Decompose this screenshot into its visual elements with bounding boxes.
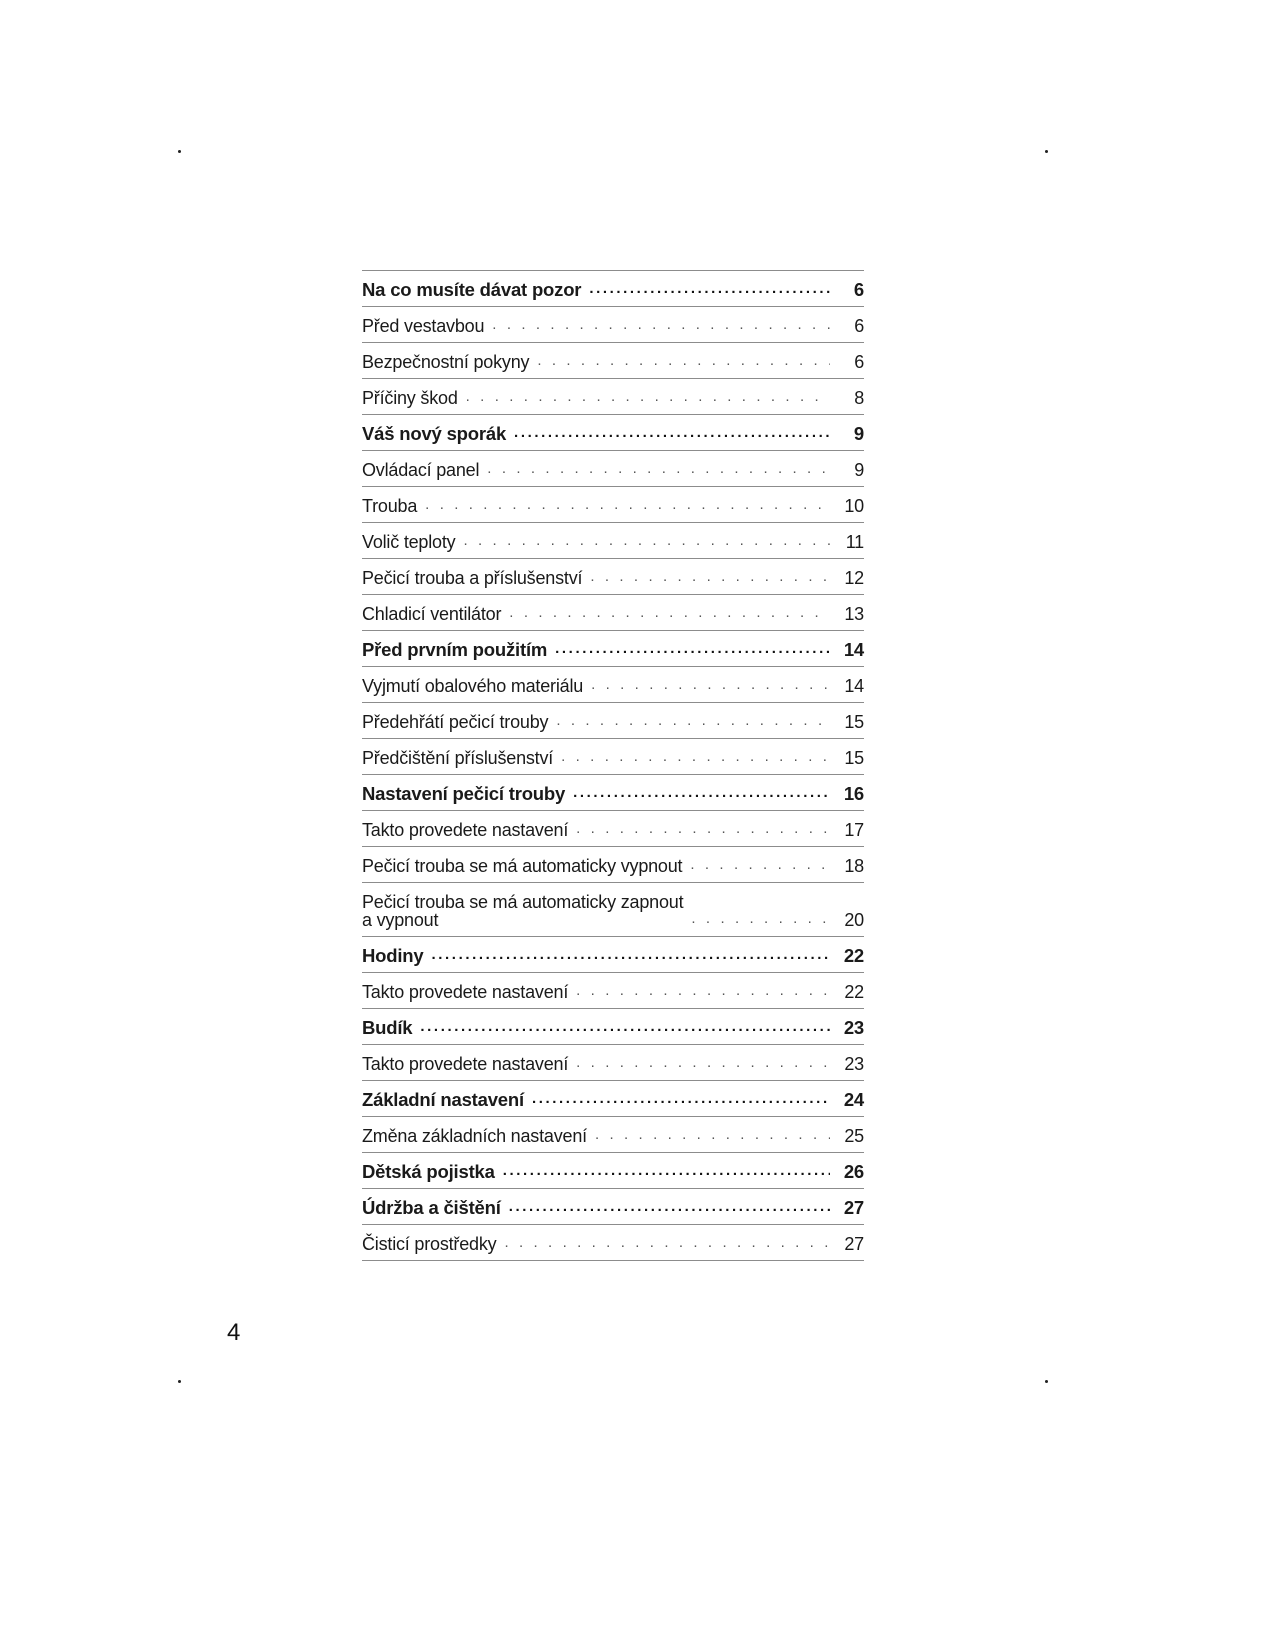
- toc-subsection-row: [362, 379, 864, 415]
- toc-entry-page: 24: [843, 1089, 864, 1110]
- toc-entry-title: Příčiny škod: [362, 388, 458, 408]
- toc-entry-page: 12: [844, 568, 864, 588]
- crop-mark-bottom-right: [1045, 1380, 1048, 1383]
- toc-dot-leader: [509, 1198, 830, 1216]
- crop-mark-top-left: [178, 150, 181, 153]
- toc-section-row: [362, 415, 864, 451]
- toc-entry-page: 11: [845, 532, 864, 552]
- toc-entry-title: Pečicí trouba se má automaticky vypnout: [362, 856, 683, 876]
- toc-dot-leader: [425, 496, 830, 514]
- toc-dot-leader: [504, 1234, 830, 1252]
- toc-entry-title: Před vestavbou: [362, 316, 485, 336]
- toc-dot-leader: [537, 352, 830, 370]
- toc-dot-leader: [509, 604, 830, 622]
- table-of-contents: [362, 270, 864, 1261]
- toc-entry-title: Váš nový sporák: [362, 423, 507, 444]
- toc-subsection-row: [362, 1117, 864, 1153]
- toc-entry-title: Základní nastavení: [362, 1089, 524, 1110]
- toc-entry-page: 6: [853, 279, 864, 300]
- toc-entry-title: Dětská pojistka: [362, 1161, 495, 1182]
- toc-dot-leader: [432, 946, 831, 964]
- toc-subsection-row: [362, 307, 864, 343]
- toc-dot-leader: [556, 712, 830, 730]
- toc-section-row: [362, 1189, 864, 1225]
- toc-dot-leader: [591, 676, 830, 694]
- toc-entry-title: Vyjmutí obalového materiálu: [362, 676, 584, 696]
- toc-dot-leader: [503, 1162, 830, 1180]
- crop-mark-top-right: [1045, 150, 1048, 153]
- toc-entry-page: 23: [844, 1054, 864, 1074]
- toc-entry-page: 8: [854, 388, 864, 408]
- toc-entry-title: Budík: [362, 1017, 413, 1038]
- toc-subsection-row: [362, 973, 864, 1009]
- toc-dot-leader: [573, 784, 830, 802]
- toc-entry-page: 13: [844, 604, 864, 624]
- toc-entry-page: 20: [844, 910, 864, 930]
- toc-entry-page: 6: [854, 316, 864, 336]
- toc-entry-page: 26: [843, 1161, 864, 1182]
- toc-section-row: [362, 1153, 864, 1189]
- toc-entry-page: 6: [854, 352, 864, 372]
- toc-entry-title: Bezpečnostní pokyny: [362, 352, 530, 372]
- toc-dot-leader: [555, 640, 830, 658]
- toc-dot-leader: [691, 910, 830, 928]
- toc-entry-title: Chladicí ventilátor: [362, 604, 502, 624]
- toc-subsection-row: [362, 883, 864, 937]
- toc-dot-leader: [690, 856, 830, 874]
- toc-entry-title: Takto provedete nastavení: [362, 820, 569, 840]
- toc-dot-leader: [532, 1090, 830, 1108]
- toc-subsection-row: [362, 811, 864, 847]
- toc-subsection-row: [362, 595, 864, 631]
- toc-entry-title: Takto provedete nastavení: [362, 982, 569, 1002]
- toc-dot-leader: [576, 982, 830, 1000]
- toc-entry-title: Předčištění příslušenství: [362, 748, 554, 768]
- toc-section-row: [362, 631, 864, 667]
- toc-entry-page: 18: [844, 856, 864, 876]
- toc-entry-title: Před prvním použitím: [362, 639, 548, 660]
- toc-entry-page: 9: [854, 460, 864, 480]
- toc-entry-title: Hodiny: [362, 945, 424, 966]
- toc-entry-page: 14: [844, 676, 864, 696]
- toc-subsection-row: [362, 343, 864, 379]
- toc-dot-leader: [589, 280, 830, 298]
- toc-section-row: [362, 271, 864, 307]
- toc-entry-page: 27: [844, 1234, 864, 1254]
- toc-subsection-row: [362, 559, 864, 595]
- toc-dot-leader: [590, 568, 830, 586]
- toc-dot-leader: [466, 388, 830, 406]
- toc-section-row: [362, 775, 864, 811]
- toc-entry-page: 10: [844, 496, 864, 516]
- toc-dot-leader: [576, 820, 830, 838]
- toc-section-row: [362, 937, 864, 973]
- toc-subsection-row: [362, 487, 864, 523]
- toc-entry-title: Takto provedete nastavení: [362, 1054, 569, 1074]
- toc-dot-leader: [420, 1018, 830, 1036]
- toc-section-row: [362, 1009, 864, 1045]
- toc-entry-title: Pečicí trouba se má automaticky zapnout a vypnout: [362, 892, 684, 930]
- toc-entry-page: 16: [843, 783, 864, 804]
- toc-entry-page: 9: [853, 423, 864, 444]
- toc-dot-leader: [463, 532, 830, 550]
- toc-entry-page: 15: [844, 712, 864, 732]
- toc-subsection-row: [362, 1225, 864, 1261]
- toc-dot-leader: [492, 316, 830, 334]
- toc-subsection-row: [362, 703, 864, 739]
- toc-entry-page: 17: [844, 820, 864, 840]
- toc-entry-page: 27: [843, 1197, 864, 1218]
- toc-dot-leader: [514, 424, 830, 442]
- toc-entry-title: Trouba: [362, 496, 418, 516]
- toc-entry-page: 15: [844, 748, 864, 768]
- toc-entry-title: Nastavení pečicí trouby: [362, 783, 566, 804]
- toc-entry-title: Čisticí prostředky: [362, 1234, 497, 1254]
- toc-entry-title: Změna základních nastavení: [362, 1126, 587, 1146]
- toc-entry-title: Údržba a čištění: [362, 1197, 501, 1218]
- toc-entry-page: 23: [843, 1017, 864, 1038]
- toc-section-row: [362, 1081, 864, 1117]
- toc-entry-page: 14: [843, 639, 864, 660]
- toc-subsection-row: [362, 847, 864, 883]
- toc-entry-page: 22: [843, 945, 864, 966]
- toc-entry-title: Ovládací panel: [362, 460, 480, 480]
- toc-dot-leader: [595, 1126, 830, 1144]
- toc-dot-leader: [561, 748, 830, 766]
- toc-entry-title: Volič teploty: [362, 532, 456, 552]
- page-number: 4: [227, 1319, 241, 1346]
- toc-subsection-row: [362, 739, 864, 775]
- toc-entry-title: Na co musíte dávat pozor: [362, 279, 582, 300]
- toc-dot-leader: [576, 1054, 830, 1072]
- toc-subsection-row: [362, 1045, 864, 1081]
- toc-subsection-row: [362, 451, 864, 487]
- toc-entry-page: 22: [844, 982, 864, 1002]
- toc-entry-page: 25: [844, 1126, 864, 1146]
- toc-entry-title: Předehřátí pečicí trouby: [362, 712, 549, 732]
- toc-entry-title: Pečicí trouba a příslušenství: [362, 568, 583, 588]
- crop-mark-bottom-left: [178, 1380, 181, 1383]
- toc-subsection-row: [362, 667, 864, 703]
- toc-subsection-row: [362, 523, 864, 559]
- toc-dot-leader: [487, 460, 830, 478]
